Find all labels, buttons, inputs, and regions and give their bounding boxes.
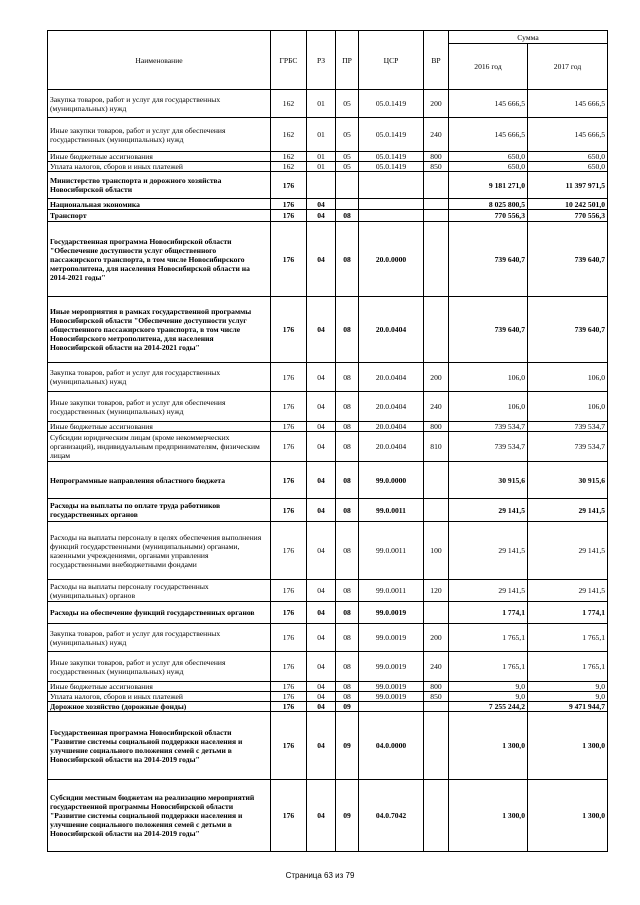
row-amount-2016: 739 640,7	[449, 297, 528, 363]
row-amount-2016: 29 141,5	[449, 580, 528, 602]
row-csr	[359, 210, 424, 222]
row-amount-2017: 29 141,5	[528, 522, 608, 580]
row-csr: 20.0.0404	[359, 392, 424, 422]
table-row	[48, 162, 608, 172]
row-csr: 20.0.0404	[359, 422, 424, 432]
row-grbs: 176	[271, 580, 307, 602]
row-pr: 08	[336, 462, 359, 499]
row-amount-2016: 1 774,1	[449, 602, 528, 624]
table-row	[48, 712, 608, 780]
row-csr: 99.0.0000	[359, 462, 424, 499]
row-pr: 08	[336, 499, 359, 522]
row-vr	[424, 702, 449, 712]
row-vr	[424, 172, 449, 199]
table-row	[48, 432, 608, 462]
row-rz: 04	[307, 199, 336, 210]
row-vr: 100	[424, 522, 449, 580]
row-pr: 09	[336, 702, 359, 712]
header-rz: РЗ	[307, 31, 336, 90]
row-pr: 08	[336, 363, 359, 392]
row-csr: 05.0.1419	[359, 162, 424, 172]
row-amount-2016: 1 765,1	[449, 624, 528, 652]
row-amount-2017: 650,0	[528, 162, 608, 172]
row-name: Иные закупки товаров, работ и услуг для обеспечения государственных (муниципальных) нужд	[48, 118, 271, 152]
row-rz: 04	[307, 624, 336, 652]
row-amount-2017: 1 765,1	[528, 624, 608, 652]
row-name: Субсидии юридическим лицам (кроме некоммерческих организаций), индивидуальным предпринимателям, физическим лицам	[48, 432, 271, 462]
row-vr	[424, 602, 449, 624]
row-csr: 05.0.1419	[359, 152, 424, 162]
row-grbs: 176	[271, 522, 307, 580]
row-grbs: 162	[271, 118, 307, 152]
row-amount-2016: 30 915,6	[449, 462, 528, 499]
row-vr: 120	[424, 580, 449, 602]
table-row	[48, 624, 608, 652]
table-row	[48, 602, 608, 624]
row-amount-2016: 9 181 271,0	[449, 172, 528, 199]
header-grbs: ГРБС	[271, 31, 307, 90]
row-rz: 04	[307, 682, 336, 692]
row-amount-2017: 739 640,7	[528, 222, 608, 297]
row-rz: 04	[307, 602, 336, 624]
row-name: Государственная программа Новосибирской области "Обеспечение доступности услуг общественного пассажирского транспорта, в том числе Новосибирского метрополитена, для населения Новосибирской области на 2014-2021 годы"	[48, 222, 271, 297]
row-pr: 08	[336, 297, 359, 363]
header-pr: ПР	[336, 31, 359, 90]
header-name: Наименование	[48, 31, 271, 90]
row-pr: 08	[336, 652, 359, 682]
row-amount-2017: 1 300,0	[528, 780, 608, 852]
row-vr: 200	[424, 90, 449, 118]
row-amount-2016: 7 255 244,2	[449, 702, 528, 712]
row-amount-2017: 1 300,0	[528, 712, 608, 780]
row-pr: 09	[336, 780, 359, 852]
page-number: Страница 63 из 79	[285, 871, 355, 880]
budget-table	[47, 30, 608, 852]
row-amount-2016: 739 640,7	[449, 222, 528, 297]
row-rz: 01	[307, 162, 336, 172]
table-row	[48, 297, 608, 363]
row-amount-2017: 650,0	[528, 152, 608, 162]
row-vr: 800	[424, 682, 449, 692]
header-2016: 2016 год	[449, 44, 528, 90]
row-grbs: 176	[271, 702, 307, 712]
table-row	[48, 692, 608, 702]
row-name: Национальная экономика	[48, 199, 271, 210]
table-row	[48, 682, 608, 692]
row-vr	[424, 499, 449, 522]
row-rz: 04	[307, 580, 336, 602]
row-vr: 200	[424, 624, 449, 652]
row-amount-2017: 106,0	[528, 392, 608, 422]
row-rz: 04	[307, 712, 336, 780]
row-amount-2017: 145 666,5	[528, 118, 608, 152]
row-rz: 01	[307, 152, 336, 162]
row-grbs: 162	[271, 162, 307, 172]
row-vr	[424, 712, 449, 780]
row-grbs: 176	[271, 363, 307, 392]
row-grbs: 176	[271, 624, 307, 652]
row-name: Иные мероприятия в рамках государственной программы Новосибирской области "Обеспечение доступности услуг общественного пассажирского транспорта, в том числе Новосибирского метрополитена, для населения Новосибирской области на 2014-2021 годы"	[48, 297, 271, 363]
row-vr	[424, 297, 449, 363]
table-row	[48, 499, 608, 522]
row-amount-2017: 106,0	[528, 363, 608, 392]
row-pr: 08	[336, 602, 359, 624]
table-row	[48, 522, 608, 580]
row-amount-2016: 1 765,1	[449, 652, 528, 682]
table-row	[48, 462, 608, 499]
row-name: Уплата налогов, сборов и иных платежей	[48, 692, 271, 702]
row-pr	[336, 172, 359, 199]
row-amount-2016: 9,0	[449, 692, 528, 702]
row-amount-2017: 739 534,7	[528, 422, 608, 432]
table-row	[48, 422, 608, 432]
row-name: Закупка товаров, работ и услуг для государственных (муниципальных) нужд	[48, 90, 271, 118]
row-grbs: 176	[271, 222, 307, 297]
row-vr: 800	[424, 422, 449, 432]
row-amount-2017: 30 915,6	[528, 462, 608, 499]
row-amount-2017: 11 397 971,5	[528, 172, 608, 199]
row-amount-2017: 9 471 944,7	[528, 702, 608, 712]
row-vr: 200	[424, 363, 449, 392]
row-name: Закупка товаров, работ и услуг для государственных (муниципальных) нужд	[48, 363, 271, 392]
row-name: Непрограммные направления областного бюджета	[48, 462, 271, 499]
row-vr	[424, 780, 449, 852]
table-row	[48, 580, 608, 602]
row-csr	[359, 199, 424, 210]
row-grbs: 176	[271, 422, 307, 432]
row-grbs: 176	[271, 392, 307, 422]
row-amount-2017: 145 666,5	[528, 90, 608, 118]
table-row	[48, 90, 608, 118]
row-grbs: 176	[271, 462, 307, 499]
row-vr	[424, 462, 449, 499]
row-csr: 05.0.1419	[359, 90, 424, 118]
row-amount-2016: 739 534,7	[449, 422, 528, 432]
row-pr: 08	[336, 432, 359, 462]
row-amount-2017: 29 141,5	[528, 499, 608, 522]
row-csr: 99.0.0019	[359, 652, 424, 682]
row-name: Расходы на выплаты персоналу в целях обеспечения выполнения функций государственными (муниципальными) органами, казенными учреждениями, органами управления государственными внебюджетными фондами	[48, 522, 271, 580]
row-amount-2017: 739 534,7	[528, 432, 608, 462]
row-grbs: 176	[271, 297, 307, 363]
table-row	[48, 199, 608, 210]
row-pr: 08	[336, 682, 359, 692]
row-amount-2017: 1 765,1	[528, 652, 608, 682]
row-csr: 99.0.0019	[359, 602, 424, 624]
table-row	[48, 702, 608, 712]
row-grbs: 176	[271, 210, 307, 222]
row-csr: 04.0.0000	[359, 712, 424, 780]
row-pr: 08	[336, 422, 359, 432]
row-name: Субсидии местным бюджетам на реализацию мероприятий государственной программы Новосибирской области "Развитие системы социальной поддержки населения и улучшение социального положения семей с детьми в Новосибирской области на 2014-2019 годы"	[48, 780, 271, 852]
row-amount-2016: 1 300,0	[449, 780, 528, 852]
row-vr: 850	[424, 162, 449, 172]
row-amount-2017: 29 141,5	[528, 580, 608, 602]
row-vr	[424, 210, 449, 222]
row-grbs: 176	[271, 199, 307, 210]
row-amount-2016: 106,0	[449, 363, 528, 392]
row-name: Иные закупки товаров, работ и услуг для обеспечения государственных (муниципальных) нужд	[48, 652, 271, 682]
row-csr: 99.0.0019	[359, 692, 424, 702]
row-csr: 20.0.0404	[359, 432, 424, 462]
row-pr: 09	[336, 712, 359, 780]
row-name: Иные закупки товаров, работ и услуг для обеспечения государственных (муниципальных) нужд	[48, 392, 271, 422]
row-name: Государственная программа Новосибирской области "Развитие системы социальной поддержки населения и улучшение социального положения семей с детьми в Новосибирской области на 2014-2019 годы"	[48, 712, 271, 780]
row-amount-2016: 770 556,3	[449, 210, 528, 222]
row-rz: 04	[307, 422, 336, 432]
row-grbs: 176	[271, 602, 307, 624]
row-name: Иные бюджетные ассигнования	[48, 682, 271, 692]
row-csr	[359, 702, 424, 712]
row-vr	[424, 199, 449, 210]
row-amount-2016: 145 666,5	[449, 118, 528, 152]
row-grbs: 176	[271, 652, 307, 682]
row-rz: 04	[307, 692, 336, 702]
row-csr: 04.0.7042	[359, 780, 424, 852]
row-rz: 04	[307, 499, 336, 522]
row-pr: 08	[336, 522, 359, 580]
row-rz: 04	[307, 432, 336, 462]
row-csr: 99.0.0011	[359, 580, 424, 602]
row-amount-2017: 9,0	[528, 692, 608, 702]
header-sum: Сумма	[449, 31, 608, 44]
row-grbs: 176	[271, 499, 307, 522]
row-rz: 04	[307, 210, 336, 222]
row-name: Министерство транспорта и дорожного хозяйства Новосибирской области	[48, 172, 271, 199]
row-vr: 240	[424, 392, 449, 422]
row-grbs: 176	[271, 712, 307, 780]
row-amount-2017: 10 242 501,0	[528, 199, 608, 210]
header-2017: 2017 год	[528, 44, 608, 90]
row-rz: 04	[307, 522, 336, 580]
row-csr: 20.0.0000	[359, 222, 424, 297]
row-grbs: 176	[271, 432, 307, 462]
row-rz: 04	[307, 652, 336, 682]
row-rz: 04	[307, 222, 336, 297]
table-row	[48, 222, 608, 297]
row-name: Дорожное хозяйство (дорожные фонды)	[48, 702, 271, 712]
row-pr: 05	[336, 90, 359, 118]
header-vr: ВР	[424, 31, 449, 90]
row-amount-2016: 650,0	[449, 162, 528, 172]
row-name: Иные бюджетные ассигнования	[48, 152, 271, 162]
row-name: Закупка товаров, работ и услуг для государственных (муниципальных) нужд	[48, 624, 271, 652]
row-grbs: 176	[271, 172, 307, 199]
row-rz: 01	[307, 90, 336, 118]
row-amount-2017: 9,0	[528, 682, 608, 692]
row-amount-2016: 29 141,5	[449, 522, 528, 580]
row-rz: 04	[307, 780, 336, 852]
row-rz: 04	[307, 462, 336, 499]
row-rz	[307, 172, 336, 199]
row-amount-2016: 1 300,0	[449, 712, 528, 780]
row-rz: 01	[307, 118, 336, 152]
row-csr: 99.0.0019	[359, 624, 424, 652]
table-row	[48, 652, 608, 682]
row-pr: 08	[336, 392, 359, 422]
row-pr	[336, 199, 359, 210]
row-grbs: 176	[271, 692, 307, 702]
row-name: Иные бюджетные ассигнования	[48, 422, 271, 432]
row-vr: 240	[424, 118, 449, 152]
row-rz: 04	[307, 363, 336, 392]
row-grbs: 162	[271, 152, 307, 162]
table-row	[48, 210, 608, 222]
row-vr: 800	[424, 152, 449, 162]
row-pr: 08	[336, 580, 359, 602]
row-vr: 240	[424, 652, 449, 682]
row-name: Расходы на обеспечение функций государственных органов	[48, 602, 271, 624]
row-pr: 08	[336, 692, 359, 702]
row-csr: 99.0.0019	[359, 682, 424, 692]
row-grbs: 176	[271, 682, 307, 692]
table-row	[48, 152, 608, 162]
row-csr: 20.0.0404	[359, 363, 424, 392]
row-amount-2016: 8 025 800,5	[449, 199, 528, 210]
row-pr: 05	[336, 162, 359, 172]
row-rz: 04	[307, 297, 336, 363]
row-csr: 99.0.0011	[359, 499, 424, 522]
row-name: Расходы на выплаты по оплате труда работников государственных органов	[48, 499, 271, 522]
row-amount-2016: 9,0	[449, 682, 528, 692]
row-csr: 99.0.0011	[359, 522, 424, 580]
row-amount-2017: 739 640,7	[528, 297, 608, 363]
row-amount-2016: 145 666,5	[449, 90, 528, 118]
row-pr: 05	[336, 118, 359, 152]
row-amount-2016: 650,0	[449, 152, 528, 162]
header-csr: ЦСР	[359, 31, 424, 90]
row-amount-2016: 739 534,7	[449, 432, 528, 462]
table-row	[48, 780, 608, 852]
row-amount-2016: 106,0	[449, 392, 528, 422]
table-row	[48, 118, 608, 152]
row-vr	[424, 222, 449, 297]
row-vr: 850	[424, 692, 449, 702]
row-csr: 20.0.0404	[359, 297, 424, 363]
table-row	[48, 172, 608, 199]
row-pr: 08	[336, 210, 359, 222]
row-csr: 05.0.1419	[359, 118, 424, 152]
row-grbs: 176	[271, 780, 307, 852]
row-rz: 04	[307, 702, 336, 712]
row-amount-2016: 29 141,5	[449, 499, 528, 522]
table-row	[48, 363, 608, 392]
row-pr: 05	[336, 152, 359, 162]
row-amount-2017: 1 774,1	[528, 602, 608, 624]
row-csr	[359, 172, 424, 199]
row-name: Транспорт	[48, 210, 271, 222]
row-pr: 08	[336, 624, 359, 652]
row-pr: 08	[336, 222, 359, 297]
row-amount-2017: 770 556,3	[528, 210, 608, 222]
row-rz: 04	[307, 392, 336, 422]
row-name: Уплата налогов, сборов и иных платежей	[48, 162, 271, 172]
row-name: Расходы на выплаты персоналу государственных (муниципальных) органов	[48, 580, 271, 602]
row-vr: 810	[424, 432, 449, 462]
table-row	[48, 392, 608, 422]
row-grbs: 162	[271, 90, 307, 118]
